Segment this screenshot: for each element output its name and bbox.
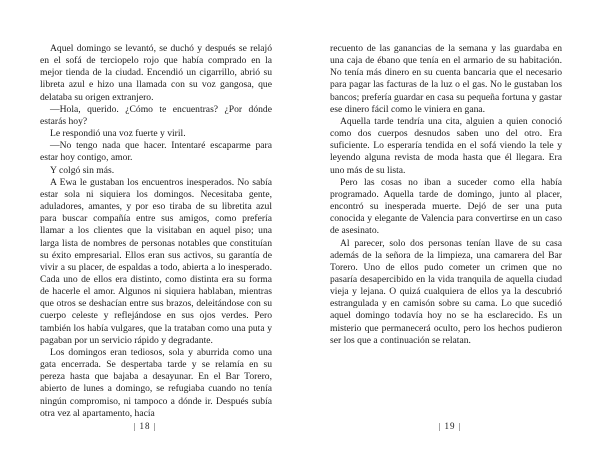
folio-separator: | — [133, 422, 137, 431]
right-page — [300, 0, 600, 466]
left-page-text — [40, 43, 272, 420]
paragraph: Y colgó sin más. — [50, 164, 115, 176]
paragraph: Aquella tarde tendría una cita, alguien a quien conoció como dos cuerpos desnudos saben uno del otro. Era suficiente. Lo esperaría tendida en el sofá viendo la tele y leyendo alguna revista de moda hasta que él llegara. Era uno más de su lista. — [330, 115, 562, 176]
paragraph: Aquel domingo se levantó, se duchó y después se relajó en el sofá de terciopelo rojo que había comprado en la mejor tienda de la ciudad. Encendió un cigarrillo, abrió su libreta azul e hizo una llamada con su voz gangosa, que delataba su origen extranjero. — [40, 43, 272, 103]
page-number: 18 — [139, 421, 151, 431]
right-page-text — [330, 43, 562, 347]
paragraph: Le respondió una voz fuerte y viril. — [50, 128, 186, 140]
folio-separator: | — [438, 422, 442, 431]
page-number-right — [420, 421, 480, 431]
paragraph: recuento de las ganancias de la semana y las guardaba en una caja de ébano que tenía en el armario de su habitación. No tenía más dinero en su cuenta bancaria que el necesario para pagar las facturas de la luz o el gas. No le gustaban los bancos; prefería guardar en casa su pequeña fortuna y gastar ese dinero fácil como le viniera en gana. — [330, 43, 562, 115]
folio-separator: | — [458, 422, 462, 431]
paragraph: Pero las cosas no iban a suceder como ella había programado. Aquella tarde de domingo, junto al placer, encontró su inesperada muerte. Dejó de ser una puta conocida y elegante de Valencia para convertirse en un caso de asesinato. — [330, 176, 562, 237]
paragraph: —Hola, querido. ¿Cómo te encuentras? ¿Por dónde estarás hoy? — [40, 103, 272, 127]
paragraph: Los domingos eran tediosos, sola y aburrida como una gata encerrada. Se despertaba tarde y se relamía en su pereza hasta que bajaba a desayunar. En el Bar Torero, abierto de lunes a domingo, se refugiaba cuando no tenía ningún compromiso, ni tampoco a dónde ir. Después subía otra vez al apartamento, hacía — [40, 346, 272, 419]
page-number: 19 — [444, 421, 456, 431]
folio-separator: | — [153, 422, 157, 431]
page-number-left — [115, 421, 175, 431]
paragraph: Al parecer, solo dos personas tenían llave de su casa además de la señora de la limpieza, una camarera del Bar Torero. Uno de ellos pudo cometer un crimen que no pasaría desapercibido en la vida tranquila de aquella ciudad vieja y lejana. O quizá cualquiera de ellos ya la descubrió estrangulada y en camisón sobre su cama. Lo que sucedió aquel domingo todavía hoy no se ha esclarecido. Es un misterio que permanecerá oculto, pero los hechos pudieron ser los que a continuación se relatan. — [330, 237, 562, 346]
paragraph: A Ewa le gustaban los encuentros inesperados. No sabía estar sola ni siquiera los domingos. Necesitaba gente, aduladores, amantes, y por eso tiraba de su libretita azul para buscar compañía entre sus amigos, como prefería llamar a los clientes que la visitaban en aquel piso; una larga lista de nombres de personas notables que constituían su éxito empresarial. Ellos eran sus activos, su garantía de vivir a su placer, de espaldas a todo, abierta a lo inesperado. Cada uno de ellos era distinto, como distinta era su forma de hacerle el amor. Algunos ni siquiera hablaban, mientras que otros se deshacían entre sus brazos, deleitándose con su cuerpo celeste y reflejándose en sus ojos verdes. Pero también los había vulgares, que la trataban como una puta y pagaban por un servicio rápido y degradante. — [40, 176, 272, 346]
paragraph: —No tengo nada que hacer. Intentaré escaparme para estar hoy contigo, amor. — [40, 140, 272, 164]
